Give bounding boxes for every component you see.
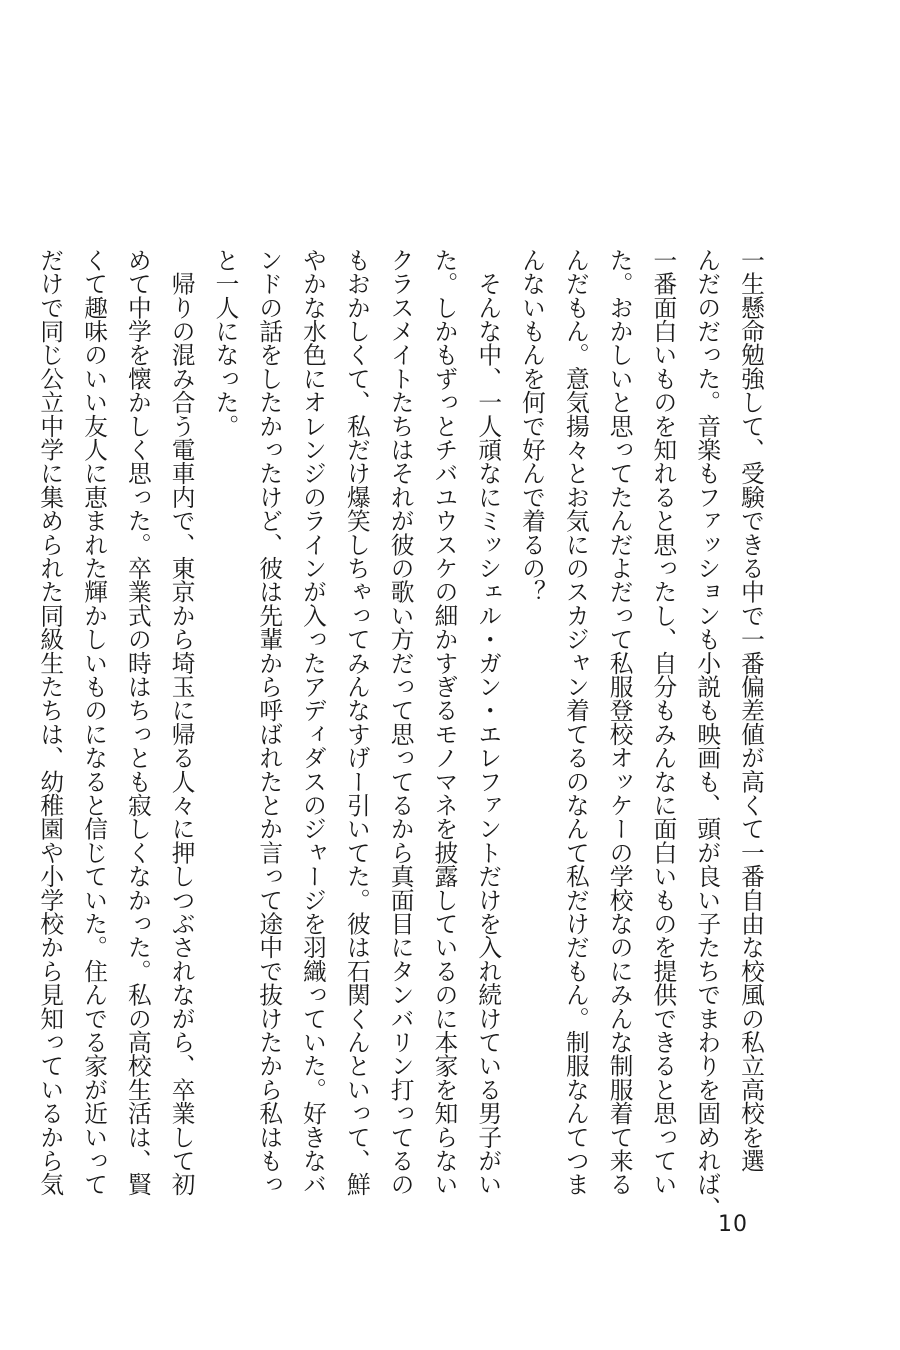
text-line: クラスメイトたちはそれが彼の歌い方だって思ってるから真面目にタンバリン打ってるの: [386, 248, 415, 1196]
text-line: そんな中、一人頑なにミッシェル・ガン・エレファントだけを入れ続けている男子がい: [474, 248, 503, 1196]
text-line: んだもん。意気揚々とお気にのスカジャン着てるのなんて私だけだもん。制服なんてつま: [561, 248, 590, 1196]
text-line: ンドの話をしたかったけど、彼は先輩から呼ばれたとか言って途中で抜けたから私はもっ: [255, 248, 284, 1196]
text-line: やかな水色にオレンジのラインが入ったアディダスのジャージを羽織っていた。好きなバ: [299, 248, 328, 1196]
text-line: 一生懸命勉強して、受験できる中で一番偏差値が高くて一番自由な校風の私立高校を選: [737, 248, 765, 1173]
text-line: た。しかもずっとチバユウスケの細かすぎるモノマネを披露しているのに本家を知らない: [430, 248, 459, 1196]
text-line: た。おかしいと思ってたんだよだって私服登校オッケーの学校なのにみんな制服着て来る: [605, 248, 634, 1196]
text-line: 一番面白いものを知れると思ったし、自分もみんなに面白いものを提供できると思ってい: [649, 248, 678, 1196]
text-line: と一人になった。: [211, 248, 240, 438]
text-line: くて趣味のいい友人に恵まれた輝かしいものになると信じていた。住んでる家が近いって: [80, 248, 109, 1196]
text-line: めて中学を懐かしく思った。卒業式の時はちっとも寂しくなかった。私の高校生活は、賢: [123, 248, 152, 1196]
page-number: 10: [718, 1212, 748, 1237]
body-text: [36, 248, 772, 1220]
text-line: だけで同じ公立中学に集められた同級生たちは、幼稚園や小学校から見知っているから気: [36, 248, 65, 1196]
text-line: 帰りの混み合う電車内で、東京から埼玉に帰る人々に押しつぶされながら、卒業して初: [167, 248, 196, 1196]
text-line: もおかしくて、私だけ爆笑しちゃってみんなすげー引いてた。彼は石関くんといって、鮮: [342, 248, 371, 1196]
text-line: んないもんを何で好んで着るの？: [518, 248, 547, 604]
text-line: んだのだった。音楽もファッションも小説も映画も、頭が良い子たちでまわりを固めれば、: [693, 248, 722, 1220]
